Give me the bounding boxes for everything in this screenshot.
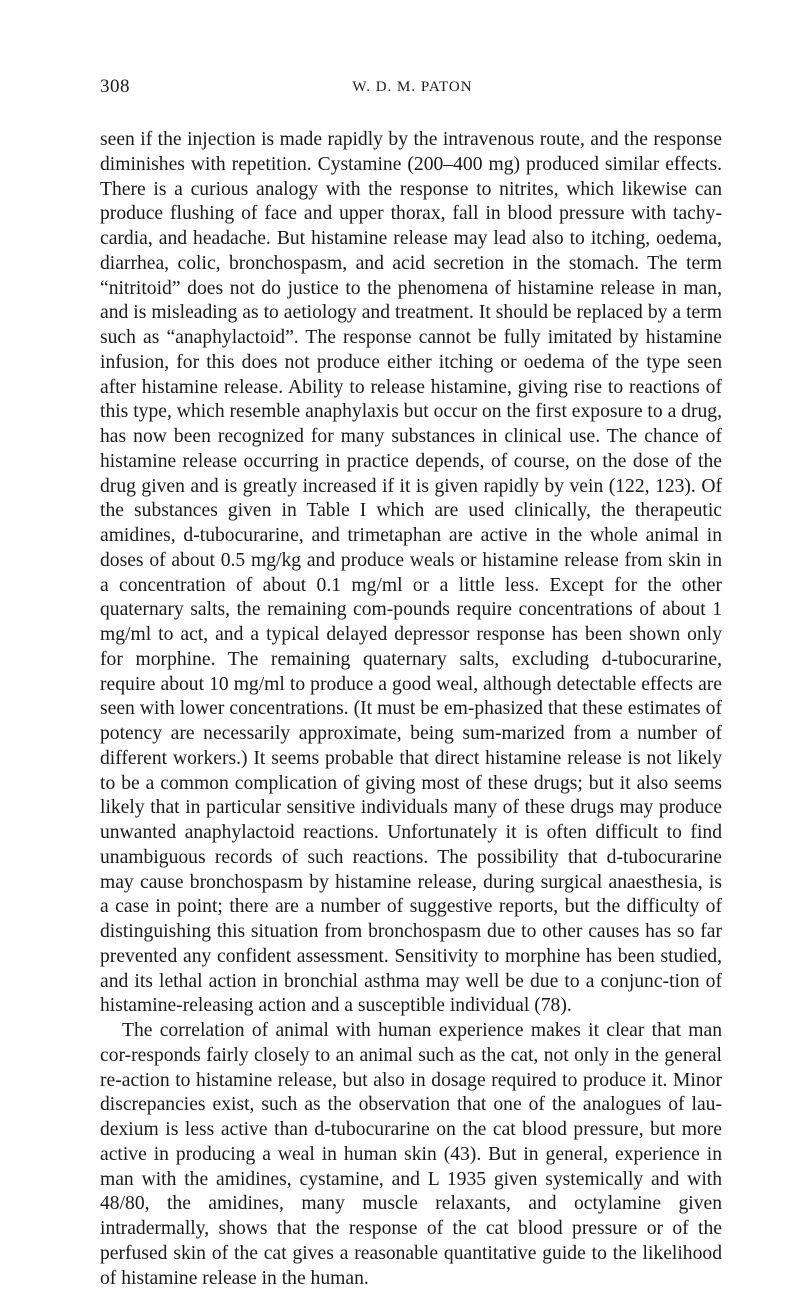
paragraph: The correlation of animal with human experience makes it clear that man cor-responds fairly closely to an animal such as the cat, not only in the general re-action to histamine release, but also in dosage required to produce it. Minor discrepancies exist, such as the observation that one of the analogues of lau-dexium is less active than d-tubocurarine on the cat blood pressure, but more active in producing a weal in human skin (43). But in general, experience in man with the amidines, cystamine, and L 1935 given systemically and with 48/80, the amidines, many muscle relaxants, and octylamine given intradermally, shows that the response of the cat blood pressure or of the perfused skin of the cat gives a reasonable quantitative guide to the likelihood of histamine release in the human.: [100, 1020, 722, 1289]
running-head: [100, 75, 725, 99]
paragraph: seen if the injection is made rapidly by the intravenous route, and the response diminishes with repetition. Cystamine (200–400 mg) produced similar effects. There is a curious analogy with the response to nitrites, which likewise can produce flushing of face and upper thorax, fall in blood pressure with tachy-cardia, and headache. But histamine release may lead also to itching, oedema, diarrhea, colic, bronchospasm, and acid secretion in the stomach. The term “nitritoid” does not do justice to the phenomena of histamine release in man, and is misleading as to aetiology and treatment. It should be replaced by a term such as “anaphylactoid”. The response cannot be fully imitated by histamine infusion, for this does not produce either itching or oedema of the type seen after histamine release. Ability to release histamine, giving rise to reactions of this type, which resemble anaphylaxis but occur on the first exposure to a drug, has now been recognized for many substances in clinical use. The chance of histamine release occurring in practice depends, of course, on the dose of the drug given and is greatly increased if it is given rapidly by vein (122, 123). Of the substances given in Table I which are used clinically, the therapeutic amidines, d-tubocurarine, and trimetaphan are active in the whole animal in doses of about 0.5 mg/kg and produce weals or histamine release from skin in a concentration of about 0.1 mg/ml or a little less. Except for the other quaternary salts, the remaining com-pounds require concentrations of about 1 mg/ml to act, and a typical delayed depressor response has been shown only for morphine. The remaining quaternary salts, excluding d-tubocurarine, require about 10 mg/ml to produce a good weal, although detectable effects are seen with lower concentrations. (It must be em-phasized that these estimates of potency are necessarily approximate, being sum-marized from a number of different workers.) It seems probable that direct histamine release is not likely to be a common complication of giving most of these drugs; but it also seems likely that in particular sensitive individuals many of these drugs may produce unwanted anaphylactoid reactions. Unfortunately it is often difficult to find unambiguous records of such reactions. The possibility that d-tubocurarine may cause bronchospasm by histamine release, during surgical anaesthesia, is a case in point; there are a number of suggestive reports, but the difficulty of distinguishing this situation from bronchospasm due to other causes has so far prevented any confident assessment. Sensitivity to morphine has been studied, and its lethal action in bronchial asthma may well be due to a conjunc-tion of histamine-releasing action and a susceptible individual (78).: [100, 129, 722, 1017]
running-title: W. D. M. PATON: [352, 79, 473, 95]
page-number: 308: [100, 76, 130, 97]
article-body: [100, 128, 722, 1291]
